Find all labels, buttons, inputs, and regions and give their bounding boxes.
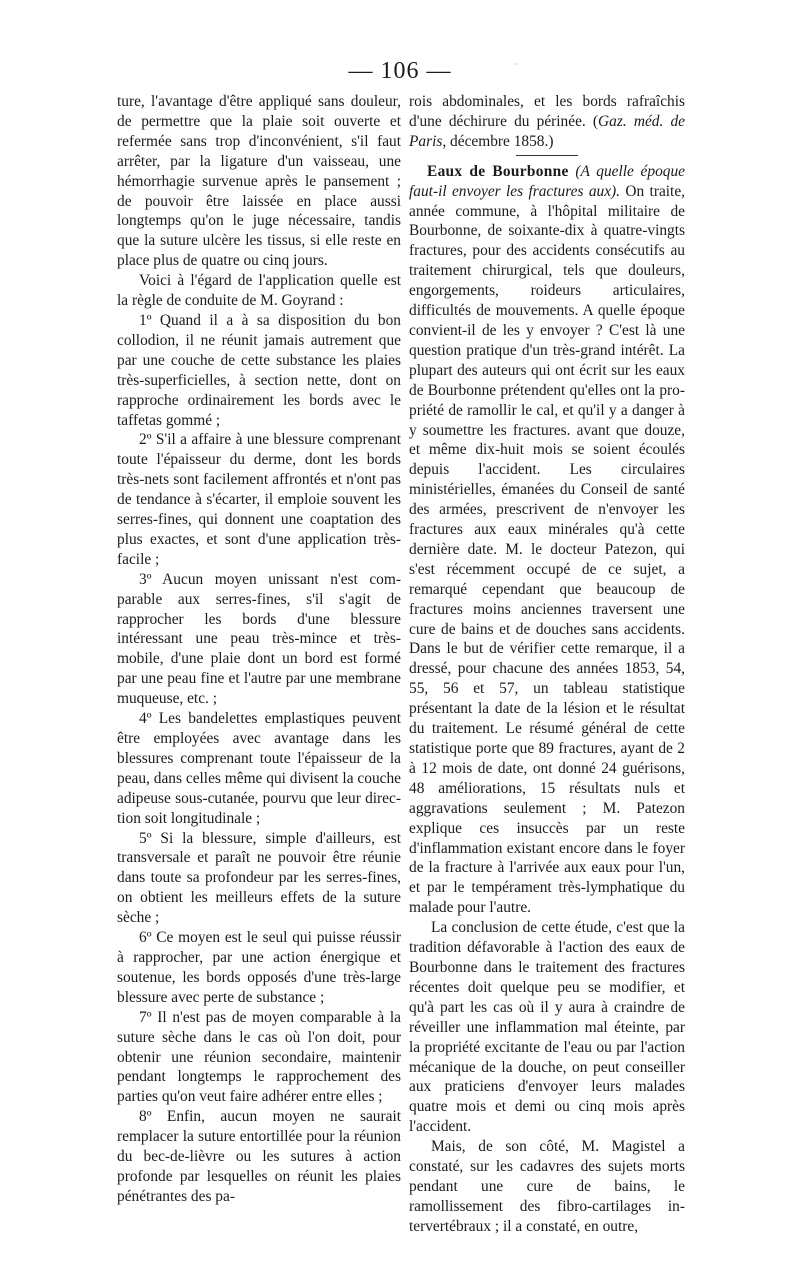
print-speck: ·· <box>514 60 520 69</box>
list-item: 3º Aucun moyen unissant n'est comparable aux serres-fines, s'il s'agit de rapprocher les bords d'une blessure intéressant une peau très-mince et très-mobile, d'une plaie dont un bord est formé par une peau fine et l'autre par une membrane muqueuse, etc. ; <box>117 570 401 708</box>
paragraph-text: On traite, année commune, à l'hôpital militaire de Bourbonne, de soixante-dix à quatre-vingts fractures, pour des accidents consécutifs au traitement chirurgical, tels que douleurs, engorgements, roideurs articulaires, difficultés de mouvements. A quelle époque convient-il de les y envoyer ? C'est là une question pratique d'un très-grand intérêt. La plupart des auteurs qui ont écrit sur les eaux de Bourbonne prétendent qu'elles ont la propriété de ramollir le cal, et qu'il y a danger à y soumettre les fractures. avant que douze, et même dix-huit mois se soient écoulés depuis l'accident. Les circulaires ministérielles, émanées du Conseil de santé des armées, prescrivent de n'envoyer les fractures aux eaux minérales qu'à cette dernière date. M. le docteur Patezon, qui s'est récemment occupé de ce sujet, a remarqué cependant que beaucoup de fractures moins anciennes traversent une cure de bains et de douches sans accidents. Dans le but de vérifier cette remarque, il a dressé, pour chacune des années 1853, 54, 55, 56 et 57, un tableau statistique présentant la date de la lésion et le résultat du traitement. Le résumé général de cette statistique porte que 89 fractures, ayant de 2 à 12 mois de date, ont donné 24 guérisons, 48 améliorations, 15 résultats nuls et aggravations seulement ; M. Patezon explique ces insuccès par un reste d'inflammation existant encore dans le foyer de la fracture à l'arrivée aux eaux pour l'un, et par le tempérament très-lymphatique du malade pour l'autre. <box>409 182 686 917</box>
list-item: 6º Ce moyen est le seul qui puisse réussir à rapprocher, par une action énergique et soutenue, les bords opposés d'une très-large blessure avec perte de substance ; <box>117 929 401 1006</box>
paragraph: Voici à l'égard de l'application quelle est la règle de conduite de M. Goyrand : <box>117 272 401 310</box>
source-citation: Gaz. méd. de Paris <box>409 112 686 150</box>
list-item: 1º Quand il a à sa disposition du bon collodion, il ne réunit jamais autrement que par une couche de cette substance les plaies très-superficielles, à section nette, dont on rapproche ordinairement les bords avec le taffetas gommé ; <box>117 311 401 429</box>
paragraph: Mais, de son côté, M. Magistel a constaté, sur les cadavres des sujets morts pendant une cure de bains, le ramollissement des fibro-cartilages intervertébraux ; il a constaté, en outre, <box>409 1138 685 1235</box>
paragraph-text: rois abdominales, et les bords rafraîchis d'une déchirure du périnée. ( <box>409 93 685 130</box>
entry-subtitle: (A quelle époque faut-il envoyer les fractures aux). <box>409 162 685 200</box>
list-item: 7º Il n'est pas de moyen comparable à la suture sèche dans le cas où l'on doit, pour obtenir une réunion secondaire, maintenir pendant longtemps le rapprochement des parties qu'on veut faire adhérer entre elles ; <box>117 1008 401 1106</box>
paragraph <box>409 92 685 152</box>
list-item: 2º S'il a affaire à une blessure comprenant toute l'épaisseur du derme, dont les bords très-nets sont facilement affrontés et n'ont pas de tendance à s'écarter, il emploie souvent les serres-fines, qui donnent une coaptation des plus exactes, et sont d'une application très-facile ; <box>117 431 401 568</box>
paragraph-text: , décembre 1858.) <box>442 132 554 150</box>
page-number-header: — 106 — <box>348 58 452 84</box>
article-entry <box>409 162 685 918</box>
paragraph: ture, l'avantage d'être appliqué sans douleur, de permettre que la plaie soit ouverte et refermée sans trop d'inconvénient, s'il faut arrêter, par la ligature d'un vaisseau, une hémorrhagie survenue après le pansement ; de pouvoir être laissée en place aussi longtemps qu'on le juge nécessaire, tandis que la suture ulcère les tissus, si elle reste en place plus de quatre ou cinq jours. <box>117 93 401 270</box>
section-divider <box>516 155 578 156</box>
list-item: 8º Enfin, aucun moyen ne saurait remplacer la suture entortillée pour la réunion du bec-de-lièvre ou les sutures à action profonde par lesquelles on réunit les plaies pénétrantes des pa- <box>117 1108 401 1205</box>
list-item: 4º Les bandelettes emplastiques peuvent être employées avec avantage dans les blessures comprenant toute l'épaisseur de la peau, dans celles même qui divisent la couche adipeuse sous-cutanée, pourvu que leur direction soit longitudinale ; <box>117 710 401 827</box>
paragraph: La conclusion de cette étude, c'est que la tradition défavorable à l'action des eaux de Bourbonne dans le traitement des fractures récentes doit quelque peu se modifier, et qu'à part les cas où il y aura à craindre de réveiller une inflammation mal éteinte, par la propriété excitante de l'eau ou par l'action mécanique de la douche, on peut conseiller aux praticiens d'envoyer leurs malades quatre mois et demi ou cinq mois après l'accident. <box>409 919 685 1136</box>
list-item: 5º Si la blessure, simple d'ailleurs, est transversale et paraît ne pouvoir être réunie dans toute sa profondeur par les serres-fines, on obtient les meilleurs effets de la suture sèche ; <box>117 829 401 927</box>
entry-title: Eaux de Bourbonne <box>427 162 569 180</box>
right-column <box>409 92 685 1237</box>
left-column <box>117 92 401 1207</box>
